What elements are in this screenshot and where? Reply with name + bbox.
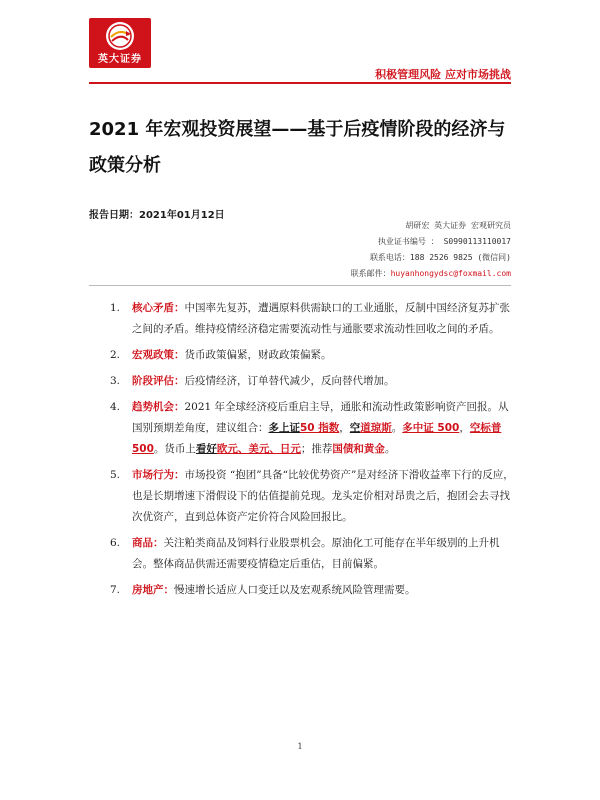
point-text: 。	[384, 443, 396, 455]
point-keyword: 阶段评估：	[132, 375, 185, 387]
recommendation-sp500: 空标普 500	[132, 422, 502, 455]
point-text: 。货币上	[153, 443, 196, 455]
point-keyword: 房地产：	[132, 584, 174, 596]
recommendation-csi500: 多中证 500	[402, 422, 460, 434]
point-text: 慢速增长适应人口变迁以及宏观系统风险管理需要。	[174, 584, 416, 596]
list-item	[110, 298, 515, 340]
author-email-link[interactable]: huyanhongydsc@foxmail.com	[390, 269, 511, 278]
point-keyword: 市场行为：	[132, 469, 185, 481]
recommendation-bullish: 看好	[195, 443, 217, 455]
list-number: 5.	[110, 469, 121, 481]
logo-text: 英大证券	[98, 54, 142, 65]
key-points-list	[110, 298, 515, 606]
header-divider	[89, 82, 511, 84]
list-number: 7.	[110, 584, 121, 596]
list-number: 1.	[110, 302, 121, 314]
point-text: ；推荐	[300, 443, 333, 455]
report-date: 报告日期：2021年01月12日	[89, 210, 225, 221]
author-phone-line: 联系电话：188 2526 9825 (微信同)	[369, 253, 511, 262]
page-number: 1	[297, 742, 303, 751]
point-text: 市场投资 “抱团”具备“比较优势资产”是对经济下滑收益率下行的反应，也是长期增速下滑假设下的估值提前兑现。龙头定价相对昂贵之后，抱团会去寻找次优资产，直到总体资产定价符合风险回报比。	[132, 469, 514, 523]
recommendation-bonds-gold: 国债和黄金	[332, 443, 385, 455]
company-logo	[89, 18, 151, 68]
recommendation-currencies: 欧元、美元、日元	[216, 443, 301, 455]
list-item	[110, 533, 515, 575]
list-item	[110, 397, 515, 460]
email-label: 联系邮件：	[350, 269, 391, 278]
author-block	[351, 218, 511, 282]
recommendation-sse50: 50 指数	[300, 422, 340, 434]
logo-emblem-icon	[106, 22, 134, 50]
point-text: 。	[391, 422, 403, 434]
list-number: 6.	[110, 537, 121, 549]
author-divider	[89, 285, 511, 286]
point-text: 中国率先复苏，遭遇原料供需缺口的工业通胀，反制中国经济复苏扩张之间的矛盾。维持疫情经济稳定需要流动性与通胀要求流动性回收之间的矛盾。	[132, 302, 510, 335]
point-text: ，	[459, 422, 470, 434]
point-keyword: 宏观政策：	[132, 349, 185, 361]
point-text: 货币政策偏紧，财政政策偏紧。	[184, 349, 332, 361]
recommendation-dow-jones: 道琼斯	[360, 422, 392, 434]
list-number: 4.	[110, 401, 121, 413]
point-text: 后疫情经济，订单替代减少，反向替代增加。	[184, 375, 395, 387]
list-number: 2.	[110, 349, 121, 361]
point-text: 2021 年全球经济疫后重启主导，通胀和流动性政策影响资产回报。从国别预期差角度，建议组合：	[132, 401, 509, 434]
list-item	[110, 465, 515, 528]
author-name-line: 胡研宏 英大证券 宏观研究员	[405, 221, 511, 230]
point-keyword: 商品：	[132, 537, 164, 549]
point-text: ，	[339, 422, 350, 434]
list-number: 3.	[110, 375, 121, 387]
author-email-line	[351, 266, 511, 282]
list-item	[110, 580, 515, 601]
recommendation-long-sse: 多上证	[268, 422, 300, 434]
point-keyword: 核心矛盾：	[132, 302, 185, 314]
list-item	[110, 345, 515, 366]
author-license-line: 执业证书编号 ： S0990113110017	[377, 237, 511, 246]
point-keyword: 趋势机会：	[132, 401, 185, 413]
point-text: 关注粕类商品及饲料行业股票机会。原油化工可能存在半年级别的上升机会。整体商品供需还需要疫情稳定后重估，目前偏紧。	[132, 537, 500, 570]
recommendation-short: 空	[349, 422, 361, 434]
report-title: 2021 年宏观投资展望——基于后疫情阶段的经济与政策分析	[89, 119, 506, 176]
list-item	[110, 371, 515, 392]
header-slogan: 积极管理风险 应对市场挑战	[375, 68, 511, 81]
